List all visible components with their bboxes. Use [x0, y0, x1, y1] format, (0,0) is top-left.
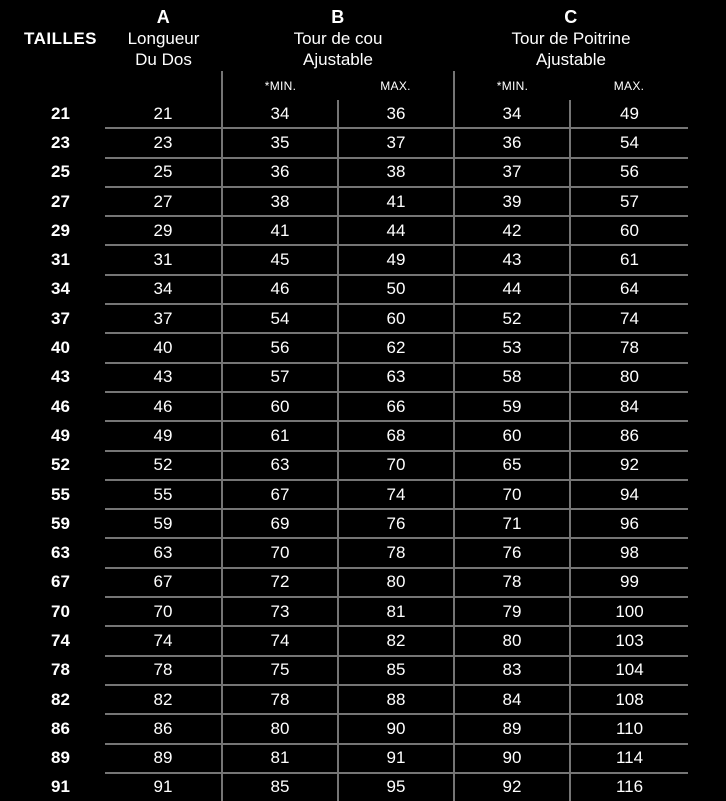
neck-min-cell: 56	[222, 333, 338, 362]
column-letters-row	[0, 4, 688, 28]
neck-min-cell: 74	[222, 626, 338, 655]
neck-min-cell: 75	[222, 656, 338, 685]
neck-max-cell: 66	[338, 392, 454, 421]
table-row	[0, 773, 688, 801]
back-length-cell: 27	[105, 187, 222, 216]
back-length-cell: 31	[105, 245, 222, 274]
column-titles-row	[0, 28, 688, 71]
table-row	[0, 685, 688, 714]
neck-min-cell: 45	[222, 245, 338, 274]
chest-min-cell: 90	[454, 744, 570, 773]
size-cell: 29	[51, 220, 70, 240]
size-cell: 74	[51, 630, 70, 650]
chest-max-cell: 92	[570, 451, 688, 480]
back-length-cell: 63	[105, 538, 222, 567]
minmax-spacer	[0, 71, 105, 100]
chest-min-cell: 71	[454, 509, 570, 538]
back-length-cell: 86	[105, 714, 222, 743]
column-title-line: Tour de cou	[293, 29, 383, 48]
neck-min-cell: 38	[222, 187, 338, 216]
back-length-cell: 70	[105, 597, 222, 626]
neck-min-cell: 70	[222, 538, 338, 567]
table-row	[0, 333, 688, 362]
chest-min-cell: 84	[454, 685, 570, 714]
chest-max-cell: 74	[570, 304, 688, 333]
chest-max-cell: 98	[570, 538, 688, 567]
size-cell: 52	[51, 455, 70, 475]
chest-min-cell: 70	[454, 480, 570, 509]
chest-min-cell: 44	[454, 275, 570, 304]
table-row	[0, 128, 688, 157]
table-row	[0, 714, 688, 743]
table-row	[0, 187, 688, 216]
neck-min-cell: 85	[222, 773, 338, 801]
neck-min-cell: 46	[222, 275, 338, 304]
neck-min-cell: 69	[222, 509, 338, 538]
back-length-cell: 82	[105, 685, 222, 714]
size-cell: 89	[51, 748, 70, 768]
neck-min-cell: 36	[222, 158, 338, 187]
back-length-cell: 40	[105, 333, 222, 362]
back-length-cell: 49	[105, 421, 222, 450]
table-row	[0, 392, 688, 421]
neck-max-cell: 81	[338, 597, 454, 626]
size-cell: 21	[51, 104, 70, 124]
size-cell: 82	[51, 689, 70, 709]
neck-min-cell: 35	[222, 128, 338, 157]
chest-max-cell: 60	[570, 216, 688, 245]
back-length-cell: 74	[105, 626, 222, 655]
chest-max-cell: 78	[570, 333, 688, 362]
size-cell: 78	[51, 660, 70, 680]
neck-max-cell: 90	[338, 714, 454, 743]
size-cell: 27	[51, 191, 70, 211]
chest-min-header: *MIN.	[454, 71, 570, 100]
table-row	[0, 480, 688, 509]
table-row	[0, 656, 688, 685]
chest-min-cell: 34	[454, 100, 570, 128]
table-row	[0, 451, 688, 480]
neck-max-cell: 50	[338, 275, 454, 304]
minmax-header-row	[0, 71, 688, 100]
neck-max-cell: 36	[338, 100, 454, 128]
back-length-cell: 59	[105, 509, 222, 538]
table-row	[0, 597, 688, 626]
chest-max-cell: 54	[570, 128, 688, 157]
neck-min-cell: 63	[222, 451, 338, 480]
table-row	[0, 363, 688, 392]
chest-min-cell: 42	[454, 216, 570, 245]
column-letter-c: C	[564, 7, 578, 27]
chest-min-cell: 83	[454, 656, 570, 685]
chest-max-cell: 96	[570, 509, 688, 538]
neck-min-cell: 54	[222, 304, 338, 333]
size-cell: 91	[51, 776, 70, 796]
size-cell: 86	[51, 718, 70, 738]
table-row	[0, 216, 688, 245]
size-cell: 34	[51, 279, 70, 299]
neck-max-cell: 68	[338, 421, 454, 450]
size-cell: 31	[51, 250, 70, 270]
neck-max-cell: 91	[338, 744, 454, 773]
table-row	[0, 509, 688, 538]
size-cell: 37	[51, 308, 70, 328]
table-row	[0, 744, 688, 773]
chest-min-cell: 53	[454, 333, 570, 362]
neck-min-cell: 72	[222, 568, 338, 597]
neck-max-cell: 78	[338, 538, 454, 567]
chest-max-cell: 114	[570, 744, 688, 773]
chest-max-cell: 64	[570, 275, 688, 304]
column-letter-a: A	[156, 7, 171, 27]
chest-max-cell: 84	[570, 392, 688, 421]
size-cell: 59	[51, 513, 70, 533]
chest-min-cell: 65	[454, 451, 570, 480]
table-row	[0, 304, 688, 333]
neck-max-cell: 38	[338, 158, 454, 187]
neck-max-cell: 49	[338, 245, 454, 274]
column-title-line: Du Dos	[135, 50, 192, 69]
chest-max-cell: 94	[570, 480, 688, 509]
chest-min-cell: 52	[454, 304, 570, 333]
table-row	[0, 626, 688, 655]
size-cell: 46	[51, 396, 70, 416]
neck-min-cell: 80	[222, 714, 338, 743]
chest-min-cell: 76	[454, 538, 570, 567]
neck-max-cell: 60	[338, 304, 454, 333]
size-cell: 25	[51, 162, 70, 182]
column-title-line: Ajustable	[536, 50, 606, 69]
chest-max-cell: 80	[570, 363, 688, 392]
size-cell: 43	[51, 367, 70, 387]
minmax-spacer	[105, 71, 222, 100]
chest-min-cell: 80	[454, 626, 570, 655]
back-length-cell: 52	[105, 451, 222, 480]
table-row	[0, 245, 688, 274]
size-cell: 23	[51, 132, 70, 152]
chest-min-cell: 92	[454, 773, 570, 801]
back-length-cell: 91	[153, 777, 173, 797]
size-cell: 40	[51, 338, 70, 358]
chest-max-cell: 61	[570, 245, 688, 274]
chest-max-cell: 56	[570, 158, 688, 187]
neck-min-cell: 73	[222, 597, 338, 626]
chest-max-header: MAX.	[613, 78, 645, 93]
neck-min-cell: 34	[222, 100, 338, 128]
chest-min-cell: 78	[454, 568, 570, 597]
neck-min-cell: 81	[222, 744, 338, 773]
letters-row-spacer	[0, 4, 105, 28]
chest-max-cell: 108	[570, 685, 688, 714]
neck-max-cell: 37	[338, 128, 454, 157]
size-cell: 70	[51, 601, 70, 621]
chest-max-cell: 104	[570, 656, 688, 685]
chest-min-cell: 89	[454, 714, 570, 743]
column-title-line: Tour de Poitrine	[511, 29, 631, 48]
neck-max-cell: 95	[338, 773, 454, 801]
neck-max-cell: 62	[338, 333, 454, 362]
column-title-neck	[222, 28, 454, 71]
table-row	[0, 275, 688, 304]
column-title-chest	[454, 28, 688, 71]
chest-min-cell: 36	[454, 128, 570, 157]
chest-max-cell: 57	[570, 187, 688, 216]
chest-max-cell: 86	[570, 421, 688, 450]
neck-min-cell: 41	[222, 216, 338, 245]
neck-min-cell: 67	[222, 480, 338, 509]
back-length-cell: 21	[105, 100, 222, 128]
neck-min-cell: 60	[222, 392, 338, 421]
neck-min-cell: 57	[222, 363, 338, 392]
column-title-line: Ajustable	[303, 50, 373, 69]
back-length-cell: 29	[105, 216, 222, 245]
neck-min-header: *MIN.	[222, 71, 338, 100]
chest-min-cell: 60	[454, 421, 570, 450]
chest-min-cell: 43	[454, 245, 570, 274]
chest-min-cell: 79	[454, 597, 570, 626]
neck-max-header: MAX.	[380, 78, 411, 93]
size-table-header	[0, 4, 688, 100]
size-cell: 55	[51, 484, 70, 504]
neck-min-cell: 61	[222, 421, 338, 450]
column-letter-b: B	[331, 7, 345, 27]
neck-max-cell: 76	[338, 509, 454, 538]
table-row	[0, 568, 688, 597]
neck-max-cell: 82	[338, 626, 454, 655]
column-title-line: Longueur	[127, 29, 200, 48]
size-table-body	[0, 100, 688, 801]
chest-min-cell: 59	[454, 392, 570, 421]
size-chart	[0, 4, 726, 797]
back-length-cell: 25	[105, 158, 222, 187]
table-row	[0, 538, 688, 567]
neck-max-cell: 80	[338, 568, 454, 597]
neck-max-cell: 41	[338, 187, 454, 216]
back-length-cell: 67	[105, 568, 222, 597]
back-length-cell: 46	[105, 392, 222, 421]
table-row	[0, 421, 688, 450]
back-length-cell: 43	[105, 363, 222, 392]
table-row	[0, 158, 688, 187]
chest-max-cell: 103	[570, 626, 688, 655]
neck-max-cell: 70	[338, 451, 454, 480]
neck-min-cell: 78	[222, 685, 338, 714]
row-header-label: TAILLES	[23, 29, 98, 48]
size-cell: 63	[51, 543, 70, 563]
chest-min-cell: 37	[454, 158, 570, 187]
chest-max-cell: 116	[570, 773, 688, 801]
size-table	[0, 4, 688, 801]
back-length-cell: 78	[105, 656, 222, 685]
chest-min-cell: 39	[454, 187, 570, 216]
chest-max-cell: 100	[570, 597, 688, 626]
chest-min-cell: 58	[454, 363, 570, 392]
chest-max-cell: 110	[570, 714, 688, 743]
size-cell: 67	[51, 572, 70, 592]
chest-max-cell: 49	[570, 100, 688, 128]
back-length-cell: 89	[105, 744, 222, 773]
back-length-cell: 23	[105, 128, 222, 157]
chest-max-cell: 99	[570, 568, 688, 597]
neck-max-cell: 85	[338, 656, 454, 685]
neck-max-cell: 63	[338, 363, 454, 392]
neck-max-cell: 88	[338, 685, 454, 714]
table-row	[0, 100, 688, 128]
size-cell: 49	[51, 425, 70, 445]
neck-max-cell: 44	[338, 216, 454, 245]
back-length-cell: 37	[105, 304, 222, 333]
column-title-back-length	[105, 28, 222, 71]
back-length-cell: 34	[105, 275, 222, 304]
back-length-cell: 55	[105, 480, 222, 509]
neck-max-cell: 74	[338, 480, 454, 509]
